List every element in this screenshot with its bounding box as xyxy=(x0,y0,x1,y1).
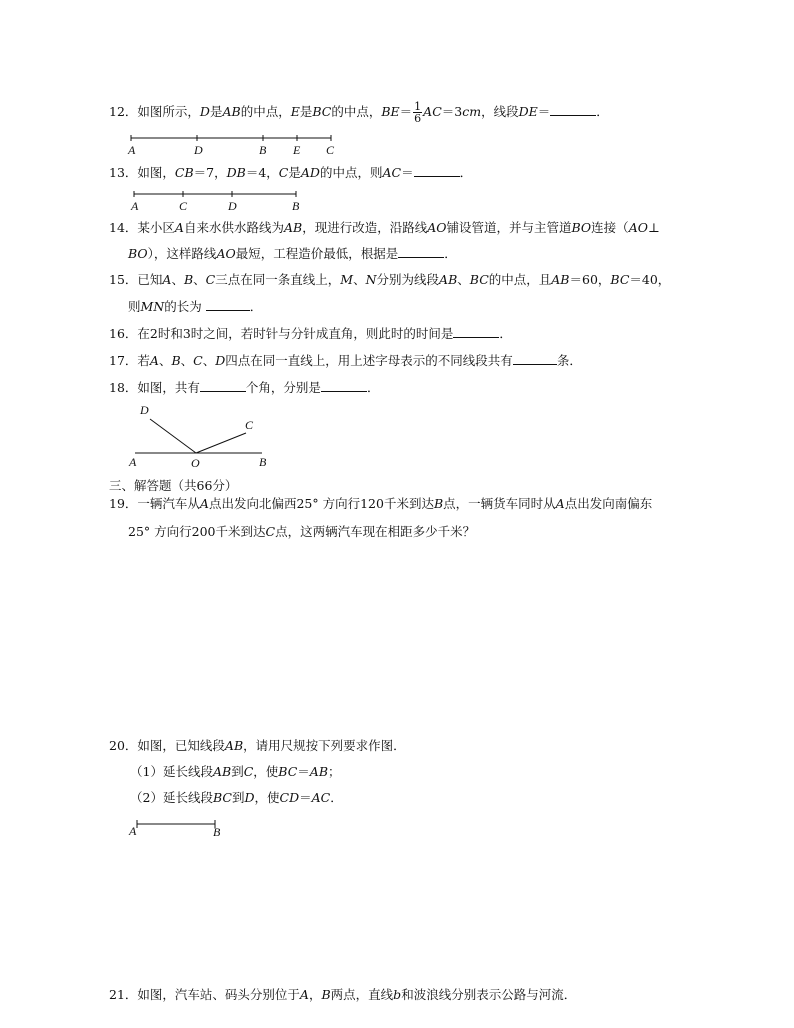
label-d: D xyxy=(228,199,237,213)
label-a: A xyxy=(131,199,139,213)
question-15-line1: 15．已知A、B、C三点在同一条直线上，M、N分别为线段AB、BC的中点，且AB＝60，BC＝40， xyxy=(109,272,671,287)
label-a: A xyxy=(129,455,137,469)
label-a: A xyxy=(129,824,137,838)
section-heading: 三、解答题（共66分） xyxy=(109,478,238,493)
label-b: B xyxy=(292,199,300,213)
question-15-line2: 则MN的长为 ． xyxy=(128,299,263,314)
label-c: C xyxy=(245,418,254,432)
fraction-one-sixth: $\frac{1}{6}$ xyxy=(414,100,422,125)
question-20-step1: （1）延长线段AB到C，使BC＝AB； xyxy=(130,764,341,779)
question-19-line1: 19．一辆汽车从A点出发向北偏西25° 方向行120千米到达B点，一辆货车同时从A点出发向南偏东 xyxy=(109,496,653,511)
label-c: C xyxy=(179,199,188,213)
question-20-step2: （2）延长线段BC到D，使CD＝AC． xyxy=(130,790,343,805)
label-c: C xyxy=(326,143,335,157)
question-14-line1: 14．某小区A自来水供水路线为AB，现进行改造，沿路线AO铺设管道，并与主管道BO连接（AO⊥ xyxy=(109,220,660,235)
label-b: B xyxy=(259,455,267,469)
label-e: E xyxy=(293,143,301,157)
question-19-line2: 25° 方向行200千米到达C点，这两辆汽车现在相距多少千米？ xyxy=(128,524,476,539)
label-d: D xyxy=(194,143,203,157)
question-13: 13．如图，CB＝7，DB＝4，C是AD的中点，则AC＝ ． xyxy=(109,165,473,180)
label-d: D xyxy=(140,403,149,417)
question-14-line2: BO），这样路线AO最短，工程造价最低，根据是 ． xyxy=(128,246,457,261)
label-b: B xyxy=(259,143,267,157)
label-b: B xyxy=(213,825,221,839)
question-21: 21．如图，汽车站、码头分别位于A，B两点，直线b和波浪线分别表示公路与河流． xyxy=(109,987,577,1002)
label-a: A xyxy=(128,143,136,157)
question-18: 18．如图，共有 个角，分别是 ． xyxy=(109,380,380,395)
label-o: O xyxy=(191,456,200,470)
question-12: 12．如图所示，D是AB的中点，E是BC的中点，BE＝ $\frac{1}{6}$ AC＝3cm，线段DE＝ ． xyxy=(109,100,609,125)
question-16: 16．在2时和3时之间，若时针与分针成直角，则此时的时间是 ． xyxy=(109,326,512,341)
question-17: 17．若A、B、C、D四点在同一直线上，用上述字母表示的不同线段共有 条． xyxy=(109,353,582,368)
question-20: 20．如图，已知线段AB，请用尺规按下列要求作图． xyxy=(109,738,406,753)
